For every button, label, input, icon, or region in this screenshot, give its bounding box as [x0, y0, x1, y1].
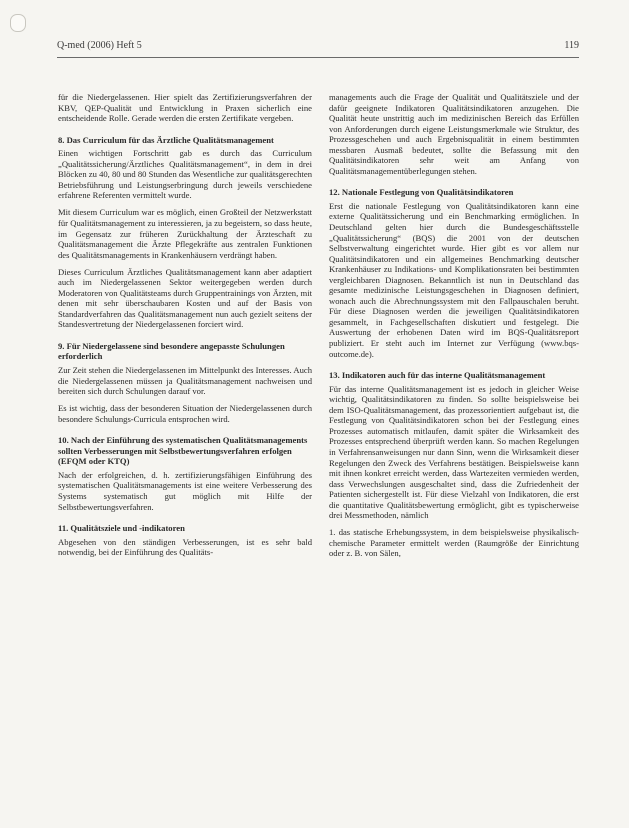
left-column	[58, 92, 312, 564]
paragraph: Erst die nationale Festlegung von Qualitätsindikatoren kann eine externe Qualitätssicherung und ein Benchmarking ermöglichen. In Deutschland gelten hier durch die Bundesgeschäftsstelle „Qualitätssicherung“ (BQS) die 2001 von der deutschen Selbstverwaltung eingerichtet wurde. Hier gibt es vor allem nur Qualitätsindikatoren und ein allgemeines Benchmarking deutscher Krankenhäuser zu Indikations- und Komplikationsraten bei bestimmten vergleichbaren Diagnosen. Bekanntlich ist nun in Deutschland das gesamte medizinische Leistungsgeschehen in Diagnosen definiert, wonach auch die Abrechnungssystem mit den Fallpauschalen beruht. Für diese Diagnosen werden die jeweiligen Qualitätsindikatoren gesammelt, in Fachgesellschaften diskutiert und festgelegt. Die Auswertung der erhobenen Daten wird im BQS-Qualitätsreport publiziert. Er steht auch im Internet zur Verfügung (www.bqs-outcome.de).	[329, 200, 579, 359]
paragraph: Nach der erfolgreichen, d. h. zertifizierungsfähigen Einführung des systematischen Qualitätsmanagements ist eine weitere Verbesserung des Systems systematisch gut möglich mit Hilfe der Selbstbewertungsverfahren.	[58, 469, 312, 512]
section-heading-12: 12. Nationale Festlegung von Qualitätsindikatoren	[329, 187, 514, 198]
page-number: 119	[564, 40, 579, 51]
section-heading-9: 9. Für Niedergelassene sind besondere angepasste Schulungen erforderlich	[58, 340, 285, 362]
section-heading-11: 11. Qualitätsziele und -indikatoren	[58, 523, 185, 534]
section-heading-8: 8. Das Curriculum für das Ärztliche Qualitätsmanagement	[58, 134, 274, 145]
paragraph: Abgesehen von den ständigen Verbesserungen, ist es sehr bald notwendig, bei der Einführung des Qualitäts-	[58, 536, 312, 558]
paragraph: Für das interne Qualitätsmanagement ist es jedoch in gleicher Weise wichtig, Qualitätsindikatoren zu finden. So sollte beispielsweise bei dem ISO-Qualitätsmanagement, das prozessorientiert aufgebaut ist, die Festlegung von Qualitätsindikatoren schon bei der Festlegung eines Prozesses automatisch mitlaufen, damit später die Wirksamkeit des Prozesses entsprechend überprüft werden kann. So machen Regelungen in Verfahrensanweisungen nur dann Sinn, wenn die Wirksamkeit dieser Regelungen den Zweck des Verfahrens bestätigen. Beispielsweise kann mit ihnen konkret erreicht werden, dass Wartezeiten vermieden werden, dass Verwechslungen ausgeschaltet sind, dass die Zufriedenheit der Patienten sichergestellt ist. Für diese Vielzahl von Indikatoren, die erst die quantitative Qualitätsbewertung ermöglicht, gibt es typischerweise drei Messmethoden, nämlich	[329, 383, 579, 521]
journal-title: Q-med (2006) Heft 5	[57, 40, 142, 51]
paragraph: Einen wichtigen Fortschritt gab es durch das Curriculum „Qualitätssicherung/Ärztliches Qualitätsmanagement“, in dem in drei Blöcken zu 40, 80 und 80 Stunden das Wesentliche zur qualitätsgerechten Betriebsführung und Leistungserbringung durch jeweils verschiedene erfahrene Referenten vermittelt wurde.	[58, 148, 312, 201]
section-heading-13: 13. Indikatoren auch für das interne Qualitätsmanagement	[329, 370, 546, 381]
paragraph: für die Niedergelassenen. Hier spielt das Zertifizierungsverfahren der KBV, QEP-Qualität und Entwicklung in Praxen sicherlich eine entscheidende Rolle. Gerade werden die ersten Zertifikate vergeben.	[58, 92, 312, 124]
right-column	[329, 92, 579, 565]
paragraph: managements auch die Frage der Qualität und Qualitätsziele und der dafür geeignete Indikatoren Qualitätsindikatoren anzugehen. Die Qualität heute unstrittig auch im medizinischen Bereich das Erfüllen von Anforderungen durch eigene Leistungsmerkmale wie Struktur, des Prozessgeschehen und auch Ergebnisqualität in einem bestimmten messbaren Ausmaß bedeutet, sollte die Befassung mit den Qualitätsindikatoren sehr weit am Anfang von Qualitätsmanagementüberlegungen stehen.	[329, 92, 579, 176]
paragraph: Dieses Curriculum Ärztliches Qualitätsmanagement kann aber adaptiert auch im Niedergelassenen Sektor weitergegeben werden durch Moderatoren von Qualitätsteams durch Gruppentrainings von Ärzten, mit denen mit sehr überschaubaren Kosten und auf der Basis von Standardverfahren das Qualitätsmanagement nun auch gezielt seitens der Standesvertretung der Niedergelassenen forciert wird.	[58, 266, 312, 330]
punch-hole-mark	[10, 14, 26, 32]
paragraph: Es ist wichtig, dass der besonderen Situation der Niedergelassenen durch besondere Schulungs-Curricula entsprochen wird.	[58, 403, 312, 424]
paragraph: 1. das statische Erhebungssystem, in dem beispielsweise physikalisch-chemische Parameter ermittelt werden (Raumgröße der Einrichtung oder z. B. von Sälen,	[329, 527, 579, 559]
section-heading-10: 10. Nach der Einführung des systematischen Qualitätsmanagements sollten Verbesserungen mit Selbstbewertungsverfahren erfolgen (EFQM oder KTQ)	[58, 435, 308, 467]
header-rule	[57, 57, 579, 58]
running-header	[57, 40, 579, 54]
paragraph: Zur Zeit stehen die Niedergelassenen im Mittelpunkt des Interesses. Auch die Niedergelassenen müssen ja Qualitätsmanagement nachweisen und bereiten sich durch Schulungen darauf vor.	[58, 365, 312, 397]
paragraph: Mit diesem Curriculum war es möglich, einen Großteil der Netzwerkstatt für Qualitätsmanagement zu interessieren, ja zu begeistern, so dass heute, im Gegensatz zur früheren Zurückhaltung der Ärzteschaft zu Qualitätsmanagement die Ärzte Pflegekräfte aus zentralen Funktionen des Qualitätsmanagements in Krankenhäusern verdrängt haben.	[58, 207, 312, 260]
